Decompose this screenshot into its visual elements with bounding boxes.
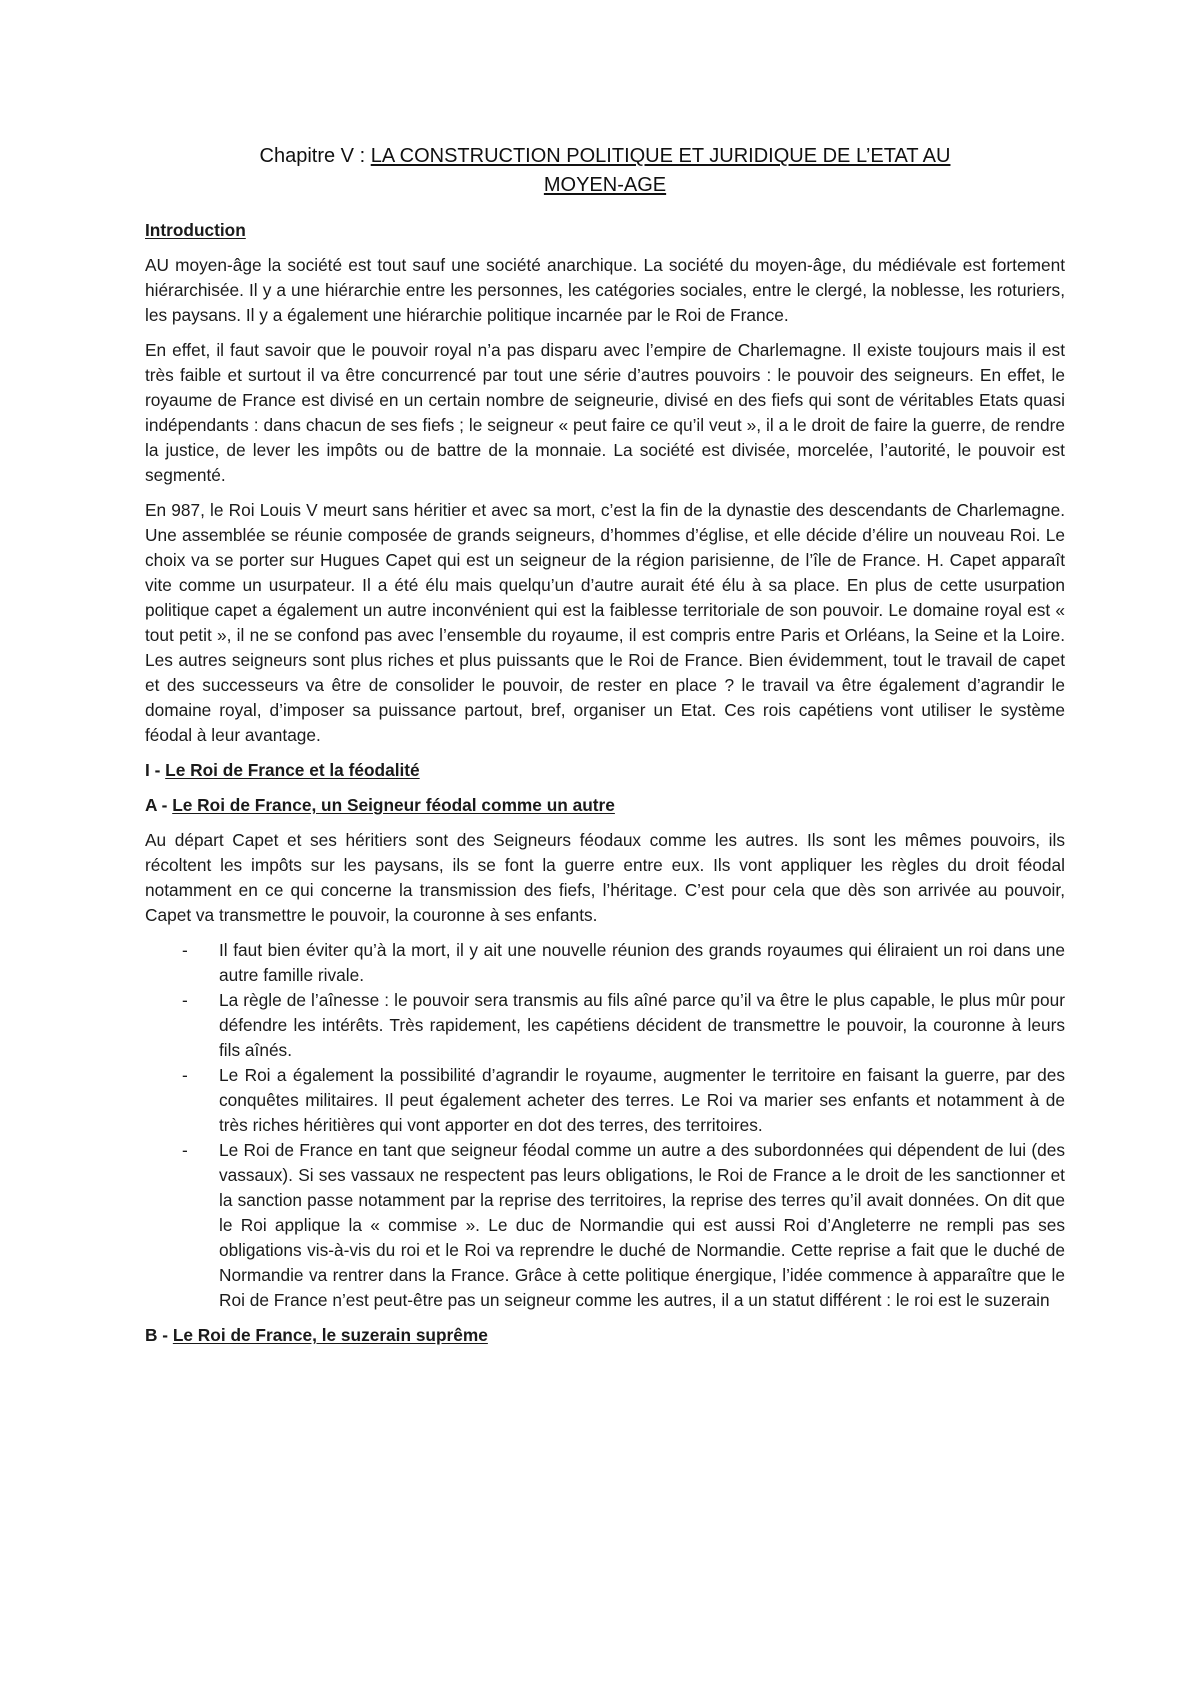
section-I-prefix: I - [145, 760, 166, 780]
bullet-list [145, 938, 1065, 1313]
intro-paragraph-1: AU moyen-âge la société est tout sauf une société anarchique. La société du moyen-âge, du médiévale est fortement hiérarchisée. Il y a une hiérarchie entre les personnes, les catégories sociales, entre le clergé, la noblesse, les roturiers, les paysans. Il y a également une hiérarchie politique incarnée par le Roi de France. [145, 255, 1065, 325]
section-A-prefix: A - [145, 795, 173, 815]
list-item [145, 1063, 1065, 1138]
list-item [145, 1138, 1065, 1313]
section-B-prefix: B - [145, 1325, 173, 1345]
dash-marker: - [182, 990, 188, 1010]
dash-marker: - [182, 1065, 188, 1085]
document-page [145, 142, 1065, 1358]
section-heading-A [145, 793, 1065, 818]
list-item [145, 938, 1065, 988]
chapter-title-line1: LA CONSTRUCTION POLITIQUE ET JURIDIQUE DE L’ETAT AU [370, 145, 951, 167]
section-B-title: Le Roi de France, le suzerain suprême [172, 1325, 488, 1345]
page-title [145, 142, 1065, 200]
section-A-title: Le Roi de France, un Seigneur féodal comme un autre [172, 795, 615, 815]
section-heading-B [145, 1323, 1065, 1348]
section-I-title: Le Roi de France et la féodalité [165, 760, 420, 780]
list-item [145, 988, 1065, 1063]
intro-paragraph-2: En effet, il faut savoir que le pouvoir royal n’a pas disparu avec l’empire de Charlemagne. Il existe toujours mais il est très faible et surtout il va être concurrencé par tout une série d’autres pouvoirs : le pouvoir des seigneurs. En effet, le royaume de France est divisé en un certain nombre de seigneurie, divisé en des fiefs qui sont de véritables Etats quasi indépendants : dans chacun de ses fiefs ; le seigneur « peut faire ce qu’il veut », il a le droit de faire la guerre, de rendre la justice, de lever les impôts ou de battre de la monnaie. La société est divisée, morcelée, l’autorité, le pouvoir est segmenté. [145, 340, 1065, 485]
intro-paragraph-3: En 987, le Roi Louis V meurt sans héritier et avec sa mort, c’est la fin de la dynastie des descendants de Charlemagne. Une assemblée se réunie composée de grands seigneurs, d’hommes d’église, et elle décide d’élire un nouveau Roi. Le choix va se porter sur Hugues Capet qui est un seigneur de la région parisienne, de l’île de France. H. Capet apparaît vite comme un usurpateur. Il a été élu mais quelqu’un d’autre aurait été élu à sa place. En plus de cette usurpation politique capet a également un autre inconvénient qui est la faiblesse territoriale de son pouvoir. Le domaine royal est « tout petit », il ne se confond pas avec l’ensemble du royaume, il est compris entre Paris et Orléans, la Seine et la Loire. Les autres seigneurs sont plus riches et plus puissants que le Roi de France. Bien évidemment, tout le travail de capet et des successeurs va être de consolider le pouvoir, de rester en place ? le travail va être également d’agrandir le domaine royal, d’imposer sa puissance partout, bref, organiser un Etat. Ces rois capétiens vont utiliser le système féodal à leur avantage. [145, 500, 1065, 745]
section-heading-I [145, 758, 1065, 783]
list-item-text: Il faut bien éviter qu’à la mort, il y ait une nouvelle réunion des grands royaumes qui éliraient un roi dans une autre famille rivale. [219, 940, 1065, 985]
introduction-heading: Introduction [145, 220, 246, 240]
section-A-paragraph: Au départ Capet et ses héritiers sont des Seigneurs féodaux comme les autres. Ils sont les mêmes pouvoirs, ils récoltent les impôts sur les paysans, ils se font la guerre entre eux. Ils vont appliquer les règles du droit féodal notamment en ce qui concerne la transmission des fiefs, l’héritage. C’est pour cela que dès son arrivée au pouvoir, Capet va transmettre le pouvoir, la couronne à ses enfants. [145, 830, 1065, 925]
list-item-text: Le Roi de France en tant que seigneur féodal comme un autre a des subordonnées qui dépendent de lui (des vassaux). Si ses vassaux ne respectent pas leurs obligations, le Roi de France a le droit de les sanctionner et la sanction passe notamment par la reprise des territoires, la reprise des terres qu’il avait données. On dit que le Roi applique la « commise ». Le duc de Normandie qui est aussi Roi d’Angleterre ne rempli pas ses obligations vis-à-vis du roi et le Roi va reprendre le duché de Normandie. Cette reprise a fait que le duché de Normandie va rentrer dans la France. Grâce à cette politique énergique, l’idée commence à apparaître que le Roi de France n’est peut-être pas un seigneur comme les autres, il a un statut différent : le roi est le suzerain [219, 1140, 1065, 1310]
list-item-text: Le Roi a également la possibilité d’agrandir le royaume, augmenter le territoire en faisant la guerre, par des conquêtes militaires. Il peut également acheter des terres. Le Roi va marier ses enfants et notamment à de très riches héritières qui vont apporter en dot des terres, des territoires. [219, 1065, 1065, 1135]
list-item-text: La règle de l’aînesse : le pouvoir sera transmis au fils aîné parce qu’il va être le plus capable, le plus mûr pour défendre les intérêts. Très rapidement, les capétiens décident de transmettre le pouvoir, la couronne à leurs fils aînés. [219, 990, 1065, 1060]
chapter-prefix: Chapitre V : [259, 145, 371, 167]
dash-marker: - [182, 1140, 188, 1160]
dash-marker: - [182, 940, 188, 960]
chapter-title-line2: MOYEN-AGE [543, 174, 667, 196]
